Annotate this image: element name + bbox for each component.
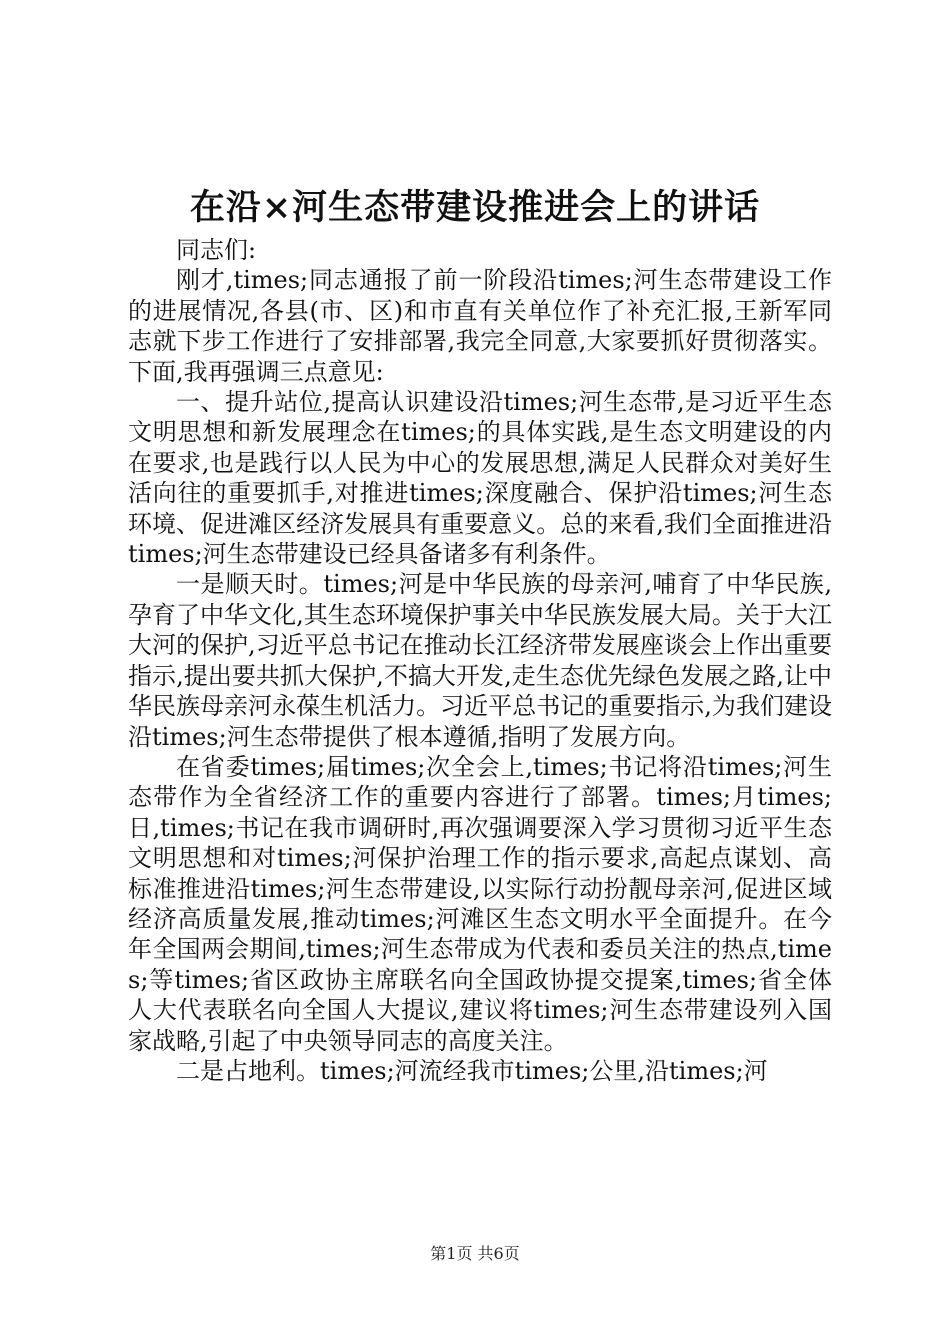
intro-paragraph: 刚才,times;同志通报了前一阶段沿times;河生态带建设工作的进展情况,各县(市、区)和市直有关单位作了补充汇报,王新军同志就下步工作进行了安排部署,我完全同意,大家要抓好贯彻落实。下面,我再强调三点意见: — [128, 266, 832, 386]
point-two-paragraph: 二是占地利。times;河流经我市times;公里,沿times;河 — [176, 1056, 768, 1085]
document-title: 在沿×河生态带建设推进会上的讲话 — [189, 187, 761, 228]
section-one-paragraph: 一、提升站位,提高认识建设沿times;河生态带,是习近平生态文明思想和新发展理念在times;的具体实践,是生态文明建设的内在要求,也是践行以人民为中心的发展思想,满足人民群众对美好生活向往的重要抓手,对推进times;深度融合、保护沿times;河生态环境、促进滩区经济发展具有重要意义。总的来看,我们全面推进沿times;河生态带建设已经具备诸多有利条件。 — [128, 388, 832, 569]
salutation-paragraph: 同志们: — [176, 236, 257, 264]
point-one-paragraph: 一是顺天时。times;河是中华民族的母亲河,哺育了中华民族,孕育了中华文化,其生态环境保护事关中华民族发展大局。关于大江大河的保护,习近平总书记在推动长江经济带发展座谈会上作出重要指示,提出要共抓大保护,不搞大开发,走生态优先绿色发展之路,让中华民族母亲河永葆生机活力。习近平总书记的重要指示,为我们建设沿times;河生态带提供了根本遵循,指明了发展方向。 — [128, 570, 832, 751]
page-number-footer: 第1页 共6页 — [430, 1244, 520, 1263]
document-body — [128, 235, 832, 1086]
provincial-meeting-paragraph: 在省委times;届times;次全会上,times;书记将沿times;河生态带作为全省经济工作的重要内容进行了部署。times;月times;日,times;书记在我市调研时,再次强调要深入学习贯彻习近平生态文明思想和对times;河保护治理工作的指示要求,高起点谋划、高标准推进沿times;河生态带建设,以实际行动扮靓母亲河,促进区域经济高质量发展,推动times;河滩区生态文明水平全面提升。在今年全国两会期间,times;河生态带成为代表和委员关注的热点,times;等times;省区政协主席联名向全国政协提交提案,times;省全体人大代表联名向全国人大提议,建议将times;河生态带建设列入国家战略,引起了中央领导同志的高度关注。 — [128, 752, 832, 1055]
